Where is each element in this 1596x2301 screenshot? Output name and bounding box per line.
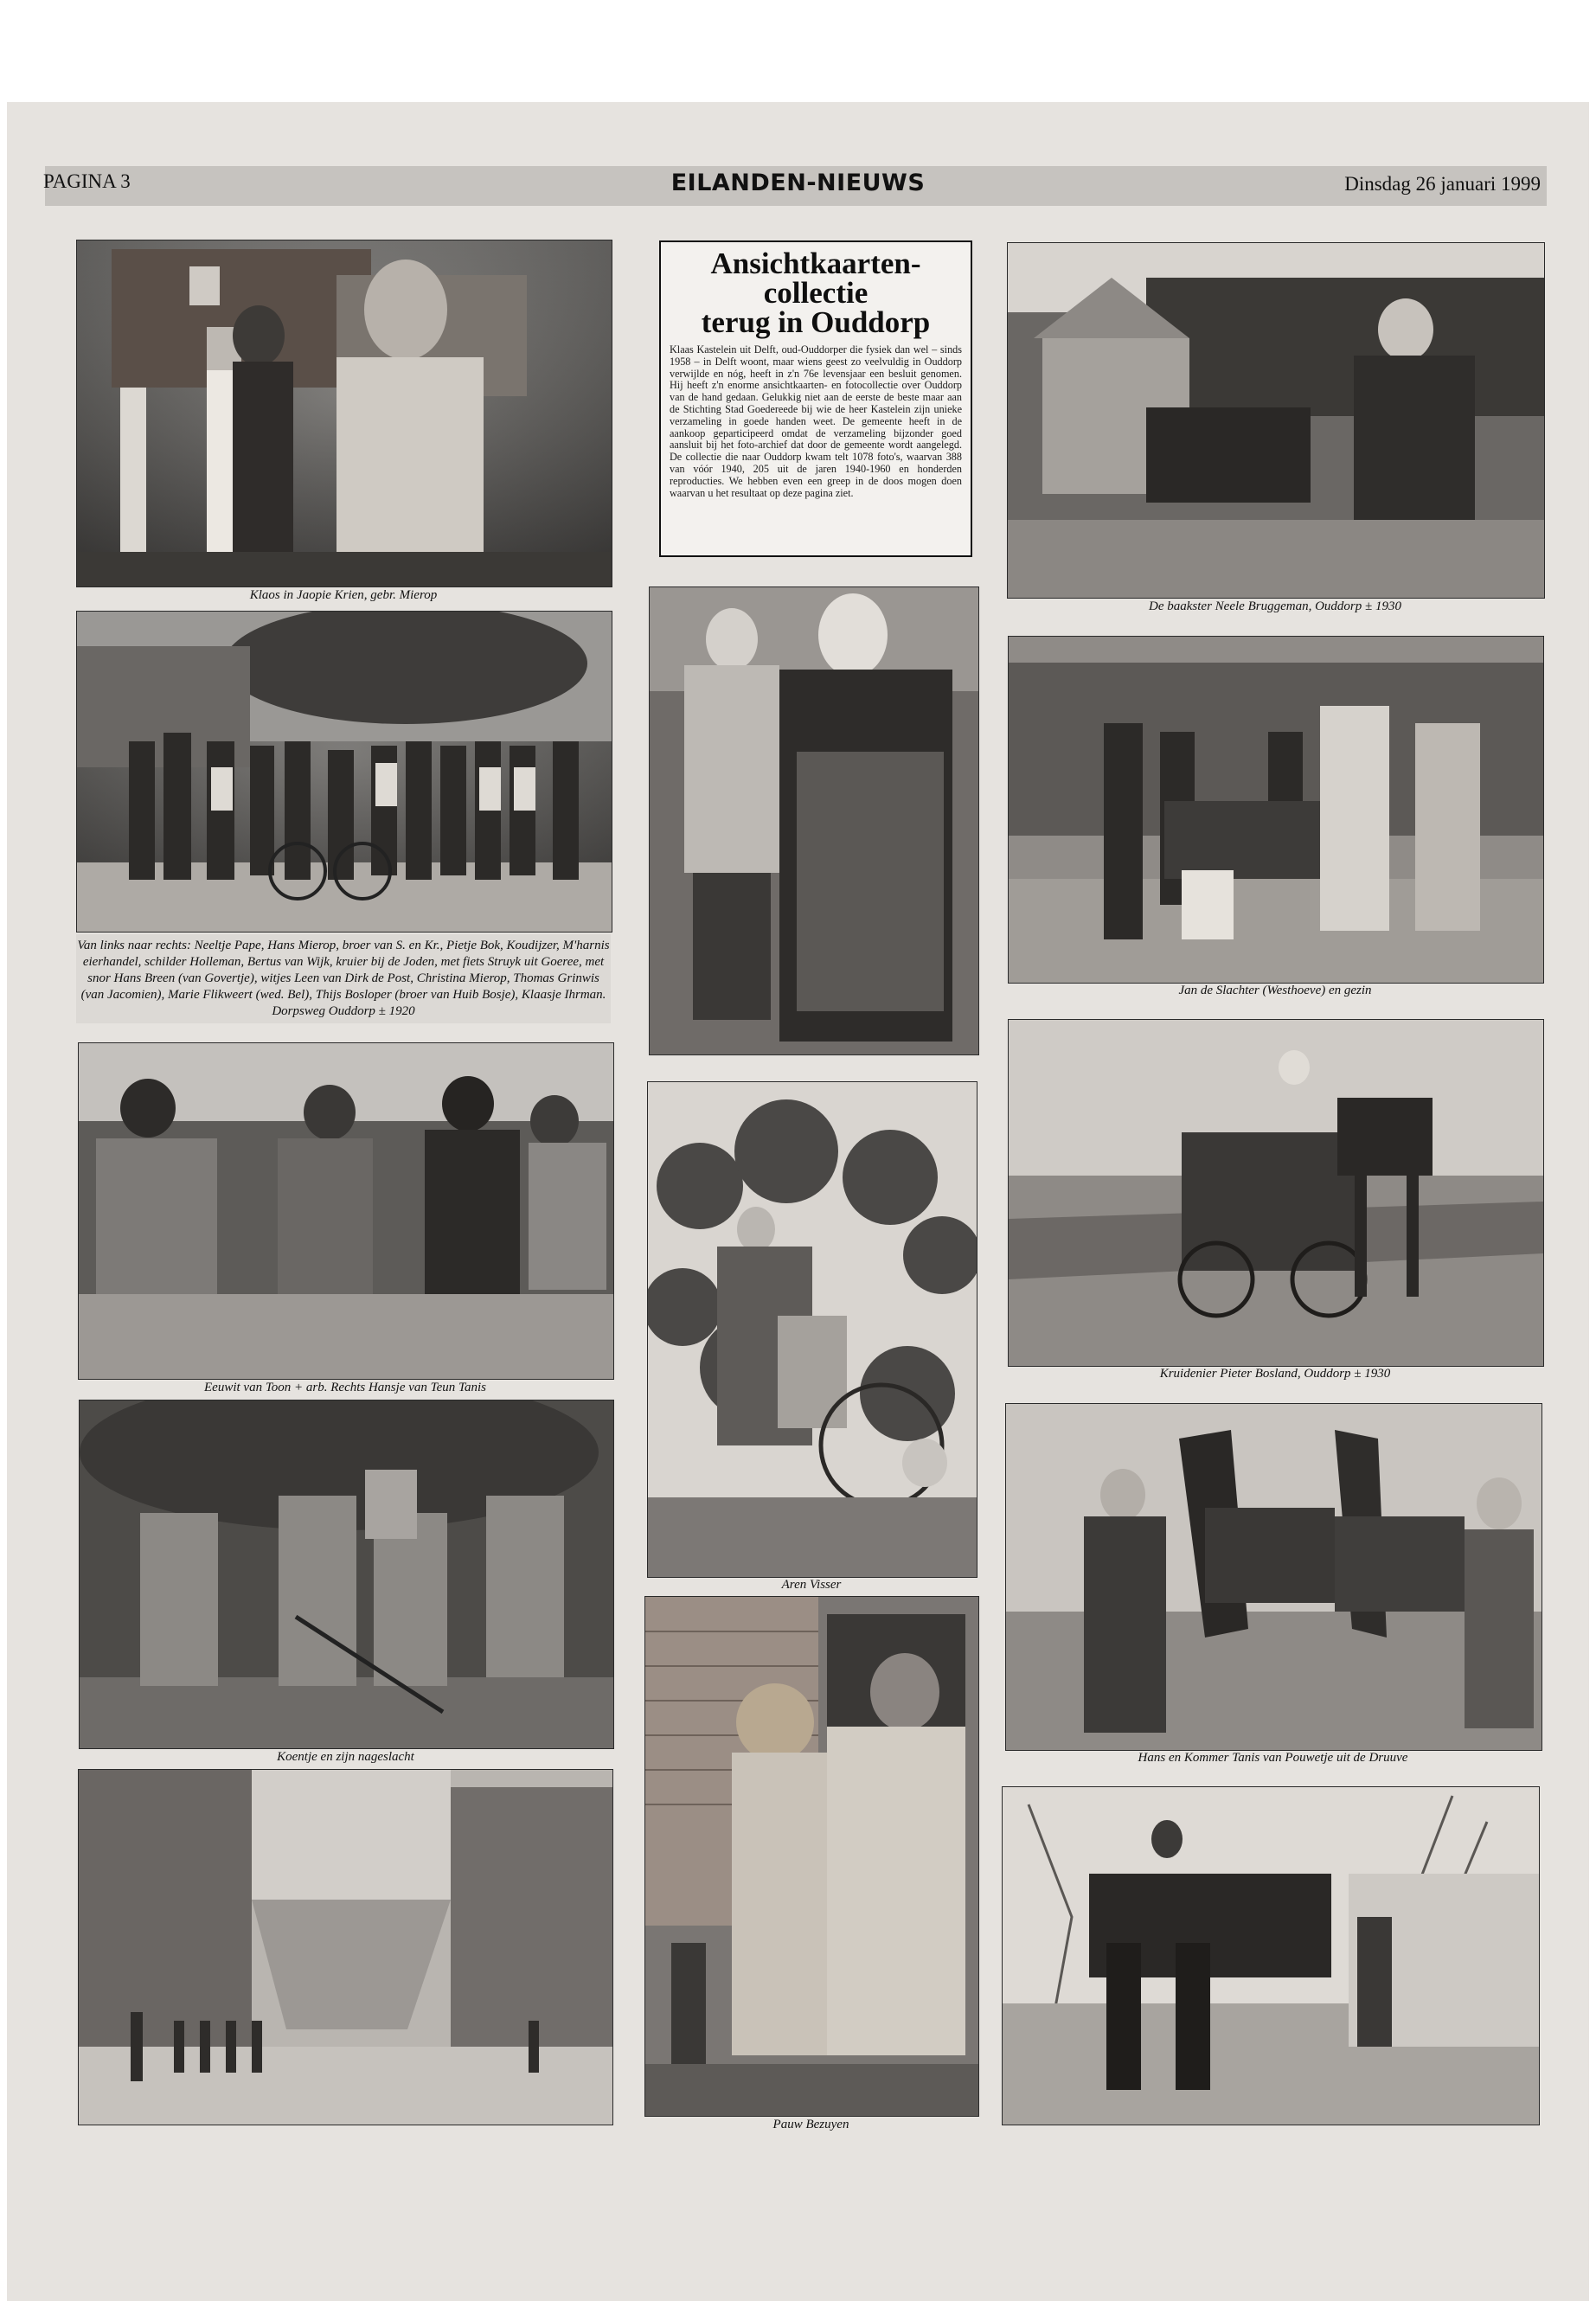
caption-klaos: Klaos in Jaopie Krien, gebr. Mierop — [249, 588, 438, 602]
caption-pauw: Pauw Bezuyen — [772, 2118, 849, 2131]
headline-line-2: collectie — [763, 276, 869, 310]
photo-neele — [1007, 242, 1545, 599]
caption-eeuwit: Eeuwit van Toon + arb. Rechts Hansje van Teun Tanis — [204, 1381, 486, 1394]
photo-klaos — [76, 240, 612, 587]
article-box — [659, 240, 972, 557]
photo-eeuwit — [78, 1042, 614, 1380]
caption-kruidenier: Kruidenier Pieter Bosland, Ouddorp ± 1930 — [1159, 1367, 1391, 1381]
page-number: PAGINA 3 — [43, 170, 131, 192]
photo-horse-carriage — [1002, 1786, 1540, 2125]
photo-aren-visser — [647, 1081, 977, 1578]
masthead: EILANDEN-NIEUWS — [670, 170, 926, 196]
article-headline — [670, 249, 962, 337]
article-body: Klaas Kastelein uit Delft, oud-Ouddorper die fysiek dan wel – sinds 1958 – in Delft woont, maar wiens geest zo veelvuldig in Ouddorp verwijlde en nóg, heeft in z'n 76e levensjaar een besluit genomen. Hij heeft z'n enorme ansichtkaarten- en fotocollectie over Ouddorp van de hand gedaan. Gelukkig niet aan de eerste de beste maar aan de Stichting Stad Goedereede bij wie de heer Kastelein zijn unieke verzameling in goede handen weet. De gemeente heeft in de aankoop geparticipeerd omdat de verzameling bijzonder goed aansluit bij het foto-archief dat door de gemeente wordt aangelegd. De collectie die naar Ouddorp kwam telt 1078 foto's, waarvan 388 van vóór 1940, 205 uit de jaren 1940-1960 en honderden reproducties. We hebben even een greep in de doos mogen doen waarvan u het resultaat op deze pagina ziet. — [670, 343, 962, 499]
caption-neele: De baakster Neele Bruggeman, Ouddorp ± 1930 — [1149, 599, 1401, 613]
photo-jan-de-slachter — [1008, 636, 1544, 984]
photo-koentje — [79, 1400, 614, 1749]
caption-aren: Aren Visser — [781, 1578, 842, 1592]
caption-koentje: Koentje en zijn nageslacht — [277, 1750, 414, 1764]
headline-line-3: terug in Ouddorp — [701, 305, 931, 339]
photo-hans-kommer — [1005, 1403, 1542, 1751]
photo-dorpsweg-group — [76, 611, 612, 933]
photo-kruidenier — [1008, 1019, 1544, 1367]
photo-woman-boy — [649, 586, 979, 1055]
caption-jan: Jan de Slachter (Westhoeve) en gezin — [1178, 984, 1372, 997]
issue-date: Dinsdag 26 januari 1999 — [1344, 173, 1541, 195]
headline-line-1: Ansichtkaarten- — [710, 247, 921, 280]
caption-hans: Hans en Kommer Tanis van Pouwetje uit de Druuve — [1138, 1751, 1408, 1765]
photo-pauw-bezuyen — [644, 1596, 979, 2117]
photo-village-street — [78, 1769, 613, 2125]
caption-dorpsweg-group: Van links naar rechts: Neeltje Pape, Hans Mierop, broer van S. en Kr., Pietje Bok, Koudijzer, M'harnis eierhandel, schilder Holleman, Bertus van Wijk, kruier bij de Joden, met fiets Struyk uit Goeree, met snor Hans Breen (van Govertje), witjes Leen van Dirk de Post, Christina Mierop, Thomas Grinwis (van Jacomien), Marie Flikweert (wed. Bel), Thijs Bosloper (broer van Huib Bosje), Klaasje Ihrman. Dorpsweg Ouddorp ± 1920 — [76, 934, 611, 1023]
